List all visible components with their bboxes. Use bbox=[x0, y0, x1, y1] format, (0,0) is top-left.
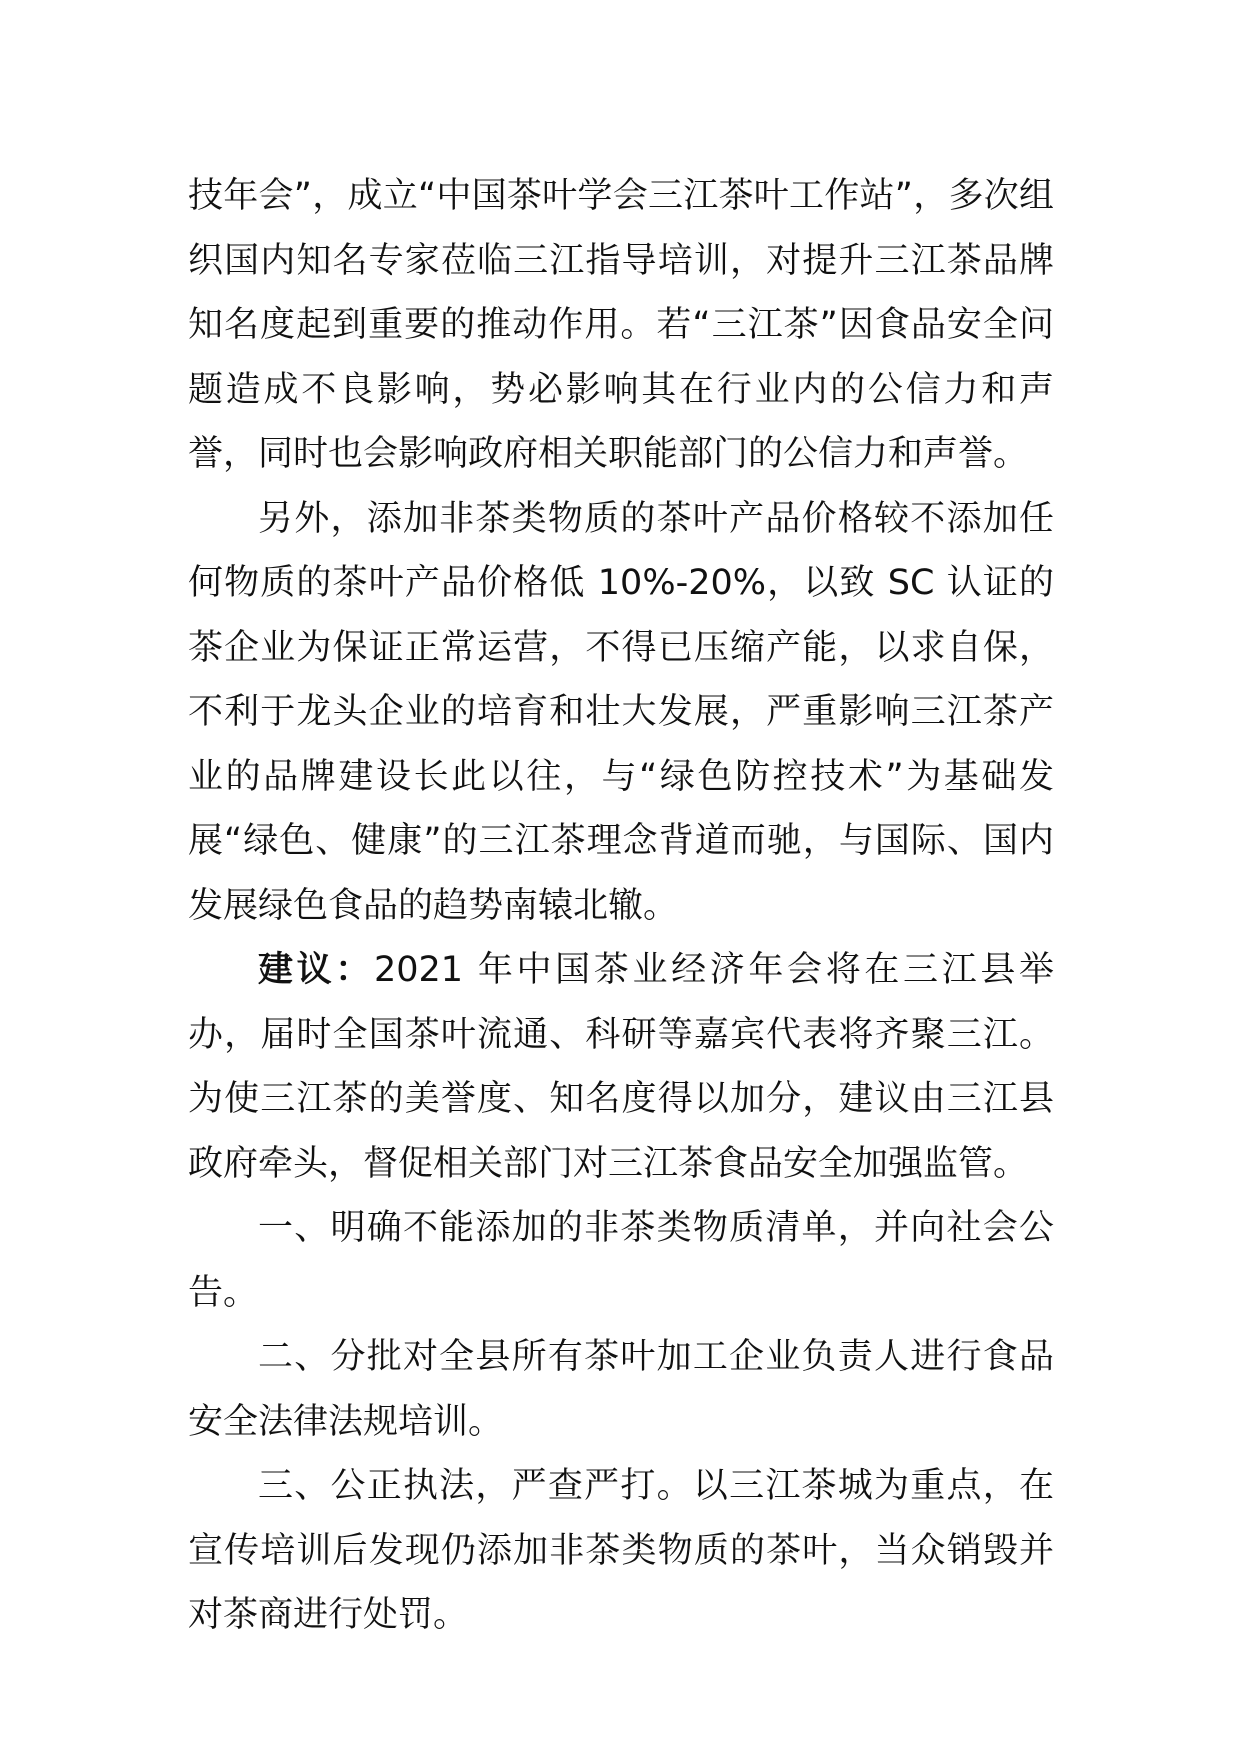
list-item-1 bbox=[188, 1196, 1054, 1325]
paragraph-text: 一、明确不能添加的非茶类物质清单，并向社会公告。 bbox=[188, 1208, 1054, 1313]
suggestion-label: 建议： bbox=[258, 950, 374, 990]
paragraph-text: 三、公正执法，严查严打。以三江茶城为重点，在宣传培训后发现仍添加非茶类物质的茶叶，当众销毁并对茶商进行处罚。 bbox=[188, 1466, 1054, 1635]
paragraph-continuation bbox=[188, 164, 1054, 487]
paragraph-price-impact bbox=[188, 487, 1054, 939]
paragraph-text: 二、分批对全县所有茶叶加工企业负责人进行食品安全法律法规培训。 bbox=[188, 1337, 1054, 1442]
paragraph-text: 另外，添加非茶类物质的茶叶产品价格较不添加任何物质的茶叶产品价格低 10%-20%，以致 SC 认证的茶企业为保证正常运营，不得已压缩产能，以求自保，不利于龙头企业的培育和壮大发展，严重影响三江茶产业的品牌建设长此以往，与“绿色防控技术”为基础发展“绿色、健康”的三江茶理念背道而驰，与国际、国内发展绿色食品的趋势南辕北辙。 bbox=[188, 498, 1054, 926]
document-body bbox=[188, 164, 1054, 1648]
paragraph-text: 技年会”，成立“中国茶叶学会三江茶叶工作站”，多次组织国内知名专家莅临三江指导培训，对提升三江茶品牌知名度起到重要的推动作用。若“三江茶”因食品安全问题造成不良影响，势必影响其在行业内的公信力和声誉，同时也会影响政府相关职能部门的公信力和声誉。 bbox=[188, 176, 1054, 474]
list-item-3 bbox=[188, 1454, 1054, 1648]
paragraph-suggestion bbox=[188, 938, 1054, 1196]
paragraph-text: 2021 年中国茶业经济年会将在三江县举办，届时全国茶叶流通、科研等嘉宾代表将齐聚三江。为使三江茶的美誉度、知名度得以加分，建议由三江县政府牵头，督促相关部门对三江茶食品安全加强监管。 bbox=[188, 950, 1054, 1184]
list-item-2 bbox=[188, 1325, 1054, 1454]
